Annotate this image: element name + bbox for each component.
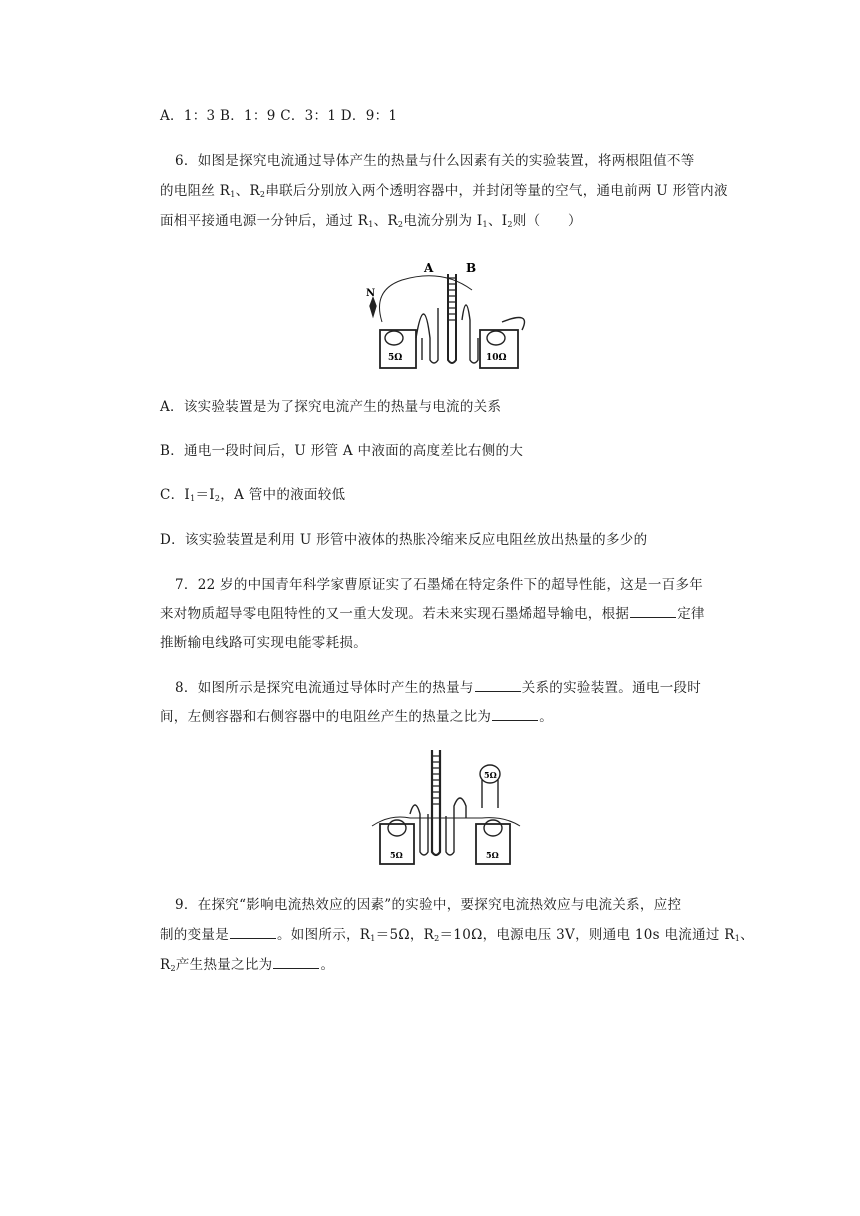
q7-line2: 来对物质超导零电阻特性的又一重大发现。若未来实现石墨烯超导输电，根据 定律 — [160, 606, 705, 622]
q6-fig-label-b: B — [466, 261, 477, 275]
q9-blank1[interactable] — [230, 926, 276, 939]
q8-apparatus-figure — [370, 746, 522, 872]
q6-line1: 6．如图是探究电流通过导体产生的热量与什么因素有关的实验装置，将两根阻值不等 — [175, 153, 695, 169]
q9-line2: 制的变量是 。如图所示，$R_1=5\Omega$，$R_2=10\Omega$，电源电压 3V，则通电 10s 电流通过 $R_1$、 — [160, 927, 754, 943]
q6-option-a: A．该实验装置是为了探究电流产生的热量与电流的关系 — [160, 399, 502, 415]
q9-line1: 9．在探究“影响电流热效应的因素”的实验中，要探究电流热效应与电流关系，应控 — [175, 897, 682, 913]
q7-line1: 7．22 岁的中国青年科学家曹原证实了石墨烯在特定条件下的超导性能，这是一百多年 — [175, 577, 704, 593]
q7-line3: 推断输电线路可实现电能零耗损。 — [160, 635, 367, 651]
q6-fig-label-a: A — [424, 261, 434, 275]
q6-apparatus-figure — [362, 250, 538, 376]
q8-blank2[interactable] — [492, 708, 538, 721]
q6-fig-left-resistor: 5Ω — [388, 353, 403, 363]
q8-line1: 8．如图所示是探究电流通过导体时产生的热量与 关系的实验装置。通电一段时 — [175, 680, 702, 696]
q6-option-c: C．$I_1=I_2$，A 管中的液面较低 — [160, 487, 346, 503]
q6-fig-label-n: N — [366, 288, 376, 299]
q8-fig-left-resistor: 5Ω — [390, 850, 403, 860]
q9-blank2[interactable] — [273, 956, 319, 969]
q6-line3: 面相平接通电源一分钟后，通过 $R_1$、$R_2$电流分别为 $I_1$、$I_2$则（ ） — [160, 213, 582, 229]
q8-blank1[interactable] — [475, 679, 521, 692]
q8-line2: 间，左侧容器和右侧容器中的电阻丝产生的热量之比为 。 — [160, 709, 554, 725]
q5-options: A．1：3 B．1：9 C．3：1 D．9：1 — [160, 108, 398, 124]
q8-fig-right-resistor: 5Ω — [486, 850, 499, 860]
q6-fig-right-resistor: 10Ω — [486, 353, 507, 363]
q6-option-d: D．该实验装置是利用 U 形管中液体的热胀冷缩来反应电阻丝放出热量的多少的 — [160, 532, 648, 548]
q7-blank[interactable] — [630, 605, 676, 618]
q6-option-b: B．通电一段时间后，U 形管 A 中液面的高度差比右侧的大 — [160, 443, 524, 459]
q9-line3: $R_2$产生热量之比为 。 — [160, 957, 335, 973]
q8-fig-top-resistor: 5Ω — [484, 770, 497, 780]
q6-line2: 的电阻丝 $R_1$、$R_2$串联后分别放入两个透明容器中，并封闭等量的空气，通电前两 U 形管内液 — [160, 183, 728, 199]
